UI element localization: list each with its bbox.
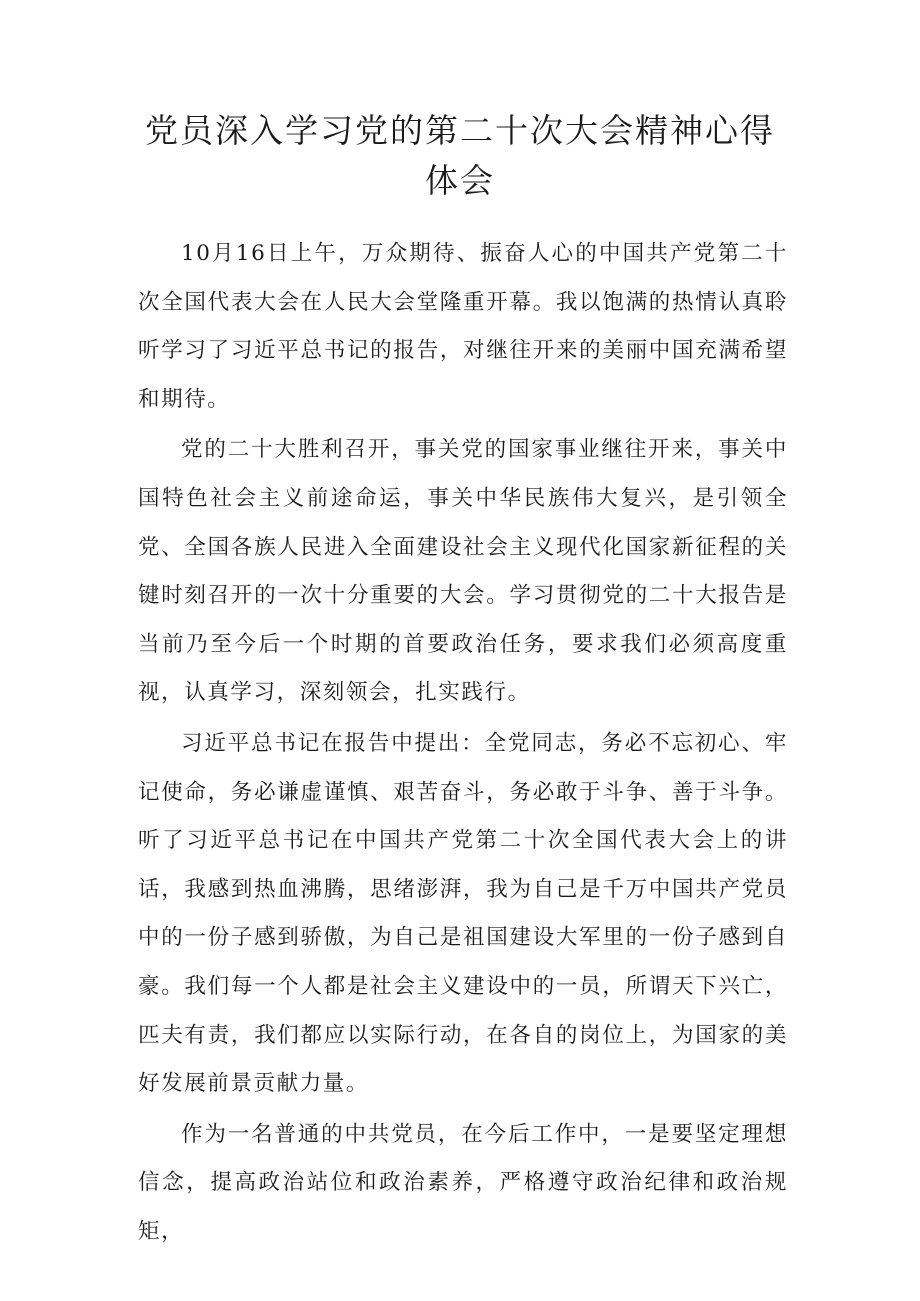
paragraph-4: 作为一名普通的中共党员，在今后工作中，一是要坚定理想信念，提高政治站位和政治素养，严格遵守政治纪律和政治规矩，: [138, 1121, 788, 1244]
document-title: 党员深入学习党的第二十次大会精神心得体会: [145, 111, 775, 200]
document-body: [138, 230, 788, 1258]
paragraph-1: 10月16日上午，万众期待、振奋人心的中国共产党第二十次全国代表大会在人民大会堂隆重开幕。我以饱满的热情认真聆听学习了习近平总书记的报告，对继往开来的美丽中国充满希望和期待。: [138, 241, 788, 412]
paragraph-3: 习近平总书记在报告中提出：全党同志，务必不忘初心、牢记使命，务必谦虚谨慎、艰苦奋斗，务必敢于斗争、善于斗争。听了习近平总书记在中国共产党第二十次全国代表大会上的讲话，我感到热血沸腾，思绪澎湃，我为自己是千万中国共产党员中的一份子感到骄傲，为自己是祖国建设大军里的一份子感到自豪。我们每一个人都是社会主义建设中的一员，所谓天下兴亡，匹夫有责，我们都应以实际行动，在各自的岗位上，为国家的美好发展前景贡献力量。: [138, 730, 788, 1097]
paragraph-2: 党的二十大胜利召开，事关党的国家事业继往开来，事关中国特色社会主义前途命运，事关中华民族伟大复兴，是引领全党、全国各族人民进入全面建设社会主义现代化国家新征程的关键时刻召开的一次十分重要的大会。学习贯彻党的二十大报告是当前乃至今后一个时期的首要政治任务，要求我们必须高度重视，认真学习，深刻领会，扎实践行。: [138, 437, 788, 706]
